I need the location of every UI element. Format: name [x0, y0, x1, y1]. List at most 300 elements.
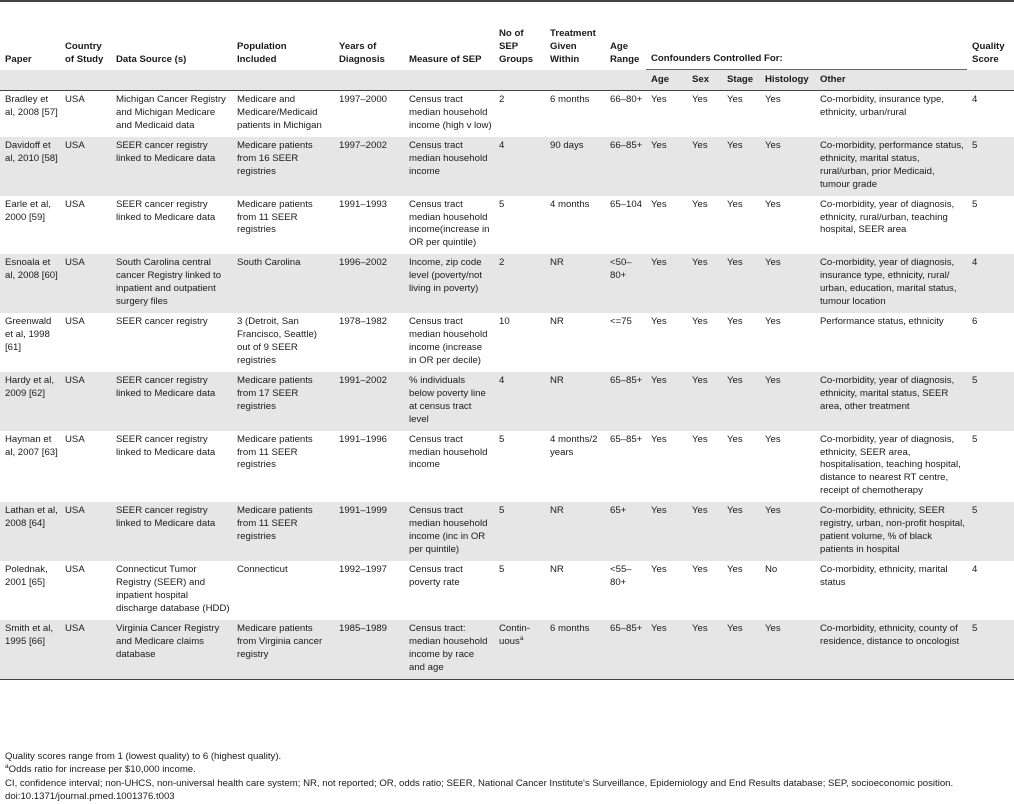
cell-age-range-text: 65+ [610, 505, 627, 517]
cell-age-range [605, 372, 646, 431]
cell-other [815, 254, 967, 313]
data-table [0, 2, 1014, 680]
subheader-sex: Sex [687, 70, 722, 91]
cell-sex [687, 91, 722, 137]
cell-age-text: Yes [651, 257, 667, 269]
cell-population-text: Medicare patients from 16 SEER registries [237, 139, 313, 177]
cell-treatment [545, 502, 605, 561]
cell-treatment-text: NR [550, 374, 564, 386]
cell-paper-text: Hardy et al, 2009 [62] [5, 374, 55, 399]
cell-other [815, 502, 967, 561]
cell-age-text: Yes [651, 622, 667, 634]
table-row [0, 561, 1014, 620]
cell-other-text: Co-morbidity, ethnicity, county of residence, distance to oncologist [820, 622, 960, 647]
cell-stage [722, 431, 760, 503]
cell-age-range [605, 620, 646, 679]
cell-other-text: Co-morbidity, ethnicity, marital status [820, 564, 948, 588]
cell-treatment-text: 6 months [550, 622, 590, 634]
cell-treatment [545, 620, 605, 679]
cell-treatment [545, 313, 605, 372]
cell-country [60, 137, 111, 196]
cell-other-text: Co-morbidity, performance status, ethnicity, marital status, rural/urban, prior Medicaid, tumour grade [820, 139, 964, 190]
cell-measure [404, 313, 494, 372]
footnote-text: Odds ratio for increase per $10,000 income. [8, 764, 196, 776]
cell-treatment-text: NR [550, 564, 564, 575]
cell-stage-text: Yes [727, 198, 743, 210]
cell-histology-text: Yes [765, 94, 781, 105]
cell-stage-text: Yes [727, 564, 743, 575]
cell-groups-text: Contin- uous [499, 622, 530, 647]
cell-quality [967, 372, 1014, 431]
cell-other [815, 372, 967, 431]
cell-histology [760, 313, 815, 372]
note-doi: doi:10.1371/journal.pmed.1001376.t003 [5, 791, 175, 803]
cell-quality-text: 6 [972, 316, 978, 328]
cell-stage-text: Yes [727, 257, 743, 269]
cell-stage [722, 372, 760, 431]
cell-other [815, 137, 967, 196]
cell-other [815, 91, 967, 137]
cell-measure-text: Census tract median household income [409, 433, 488, 471]
cell-quality-text: 5 [972, 505, 978, 517]
cell-quality-text: 5 [972, 198, 978, 210]
cell-age-text: Yes [651, 505, 667, 517]
cell-quality [967, 431, 1014, 503]
subheader-blank [605, 70, 646, 91]
cell-sex [687, 502, 722, 561]
cell-treatment-text: 6 months [550, 94, 590, 105]
cell-paper [0, 137, 60, 196]
cell-quality-text: 5 [972, 374, 978, 386]
cell-data-source [111, 431, 232, 503]
cell-measure [404, 431, 494, 503]
cell-data-source-text: Virginia Cancer Registry and Medicare claims database [116, 622, 220, 660]
cell-years [334, 502, 404, 561]
cell-stage-text: Yes [727, 139, 743, 151]
cell-quality [967, 137, 1014, 196]
note-quality: Quality scores range from 1 (lowest quality) to 6 (highest quality). [5, 751, 282, 762]
cell-sex [687, 196, 722, 255]
cell-country-text: USA [65, 94, 85, 105]
cell-population [232, 561, 334, 620]
cell-groups-text: 10 [499, 316, 510, 328]
cell-years-text: 1991–1999 [339, 505, 388, 517]
cell-treatment-text: NR [550, 316, 564, 328]
cell-quality [967, 561, 1014, 620]
cell-age-range [605, 196, 646, 255]
cell-years [334, 137, 404, 196]
cell-quality [967, 196, 1014, 255]
cell-groups [494, 313, 545, 372]
cell-other-text: Co-morbidity, year of diagnosis, ethnicity, marital status, SEER area, other treatment [820, 374, 955, 412]
cell-sex-text: Yes [692, 374, 708, 386]
cell-age-range-text: <50–80+ [610, 257, 632, 282]
cell-measure [404, 254, 494, 313]
cell-data-source [111, 254, 232, 313]
cell-groups-text: 2 [499, 94, 505, 105]
cell-age [646, 91, 687, 137]
cell-sex [687, 254, 722, 313]
cell-measure [404, 372, 494, 431]
cell-age-text: Yes [651, 433, 667, 445]
cell-country [60, 91, 111, 137]
cell-age-range-text: 66–80+ [610, 94, 643, 105]
table-row [0, 254, 1014, 313]
cell-age-text: Yes [651, 564, 667, 575]
cell-age [646, 561, 687, 620]
cell-country-text: USA [65, 198, 85, 210]
subheader-blank [494, 70, 545, 91]
cell-data-source [111, 502, 232, 561]
note-footnote [5, 763, 953, 776]
cell-paper [0, 620, 60, 679]
header-treatment: Treatment Given Within [550, 27, 596, 65]
cell-paper [0, 254, 60, 313]
cell-treatment-text: NR [550, 257, 564, 269]
cell-stage [722, 91, 760, 137]
cell-histology [760, 502, 815, 561]
header-measure: Measure of SEP [409, 53, 482, 65]
cell-paper [0, 196, 60, 255]
cell-measure-text: Census tract median household income (increase in OR per decile) [409, 316, 488, 366]
cell-other-text: Co-morbidity, ethnicity, SEER registry, urban, non-profit hospital, patient volume, % of black patients in hospital [820, 505, 965, 556]
cell-population [232, 137, 334, 196]
cell-population [232, 620, 334, 679]
cell-groups [494, 372, 545, 431]
cell-stage [722, 254, 760, 313]
cell-age [646, 137, 687, 196]
cell-paper [0, 431, 60, 503]
cell-age-range [605, 137, 646, 196]
cell-paper-text: Polednak, 2001 [65] [5, 564, 48, 588]
cell-population [232, 91, 334, 137]
cell-measure-text: % individuals below poverty line at census tract level [409, 374, 486, 425]
cell-country [60, 372, 111, 431]
cell-years [334, 431, 404, 503]
cell-sex [687, 431, 722, 503]
cell-histology-text: Yes [765, 622, 781, 634]
cell-histology [760, 254, 815, 313]
cell-groups [494, 502, 545, 561]
cell-measure-text: Census tract median household income (high v low) [409, 94, 492, 131]
cell-sex [687, 137, 722, 196]
cell-histology [760, 137, 815, 196]
header-population: Population Included [237, 40, 287, 65]
cell-treatment [545, 254, 605, 313]
subheader-age: Age [646, 70, 687, 91]
cell-years [334, 91, 404, 137]
cell-measure [404, 91, 494, 137]
cell-paper [0, 502, 60, 561]
cell-groups [494, 196, 545, 255]
subheader-blank [111, 70, 232, 91]
cell-histology-text: Yes [765, 198, 781, 210]
cell-population [232, 196, 334, 255]
cell-data-source [111, 561, 232, 620]
cell-age-range-text: <=75 [610, 316, 632, 328]
cell-years [334, 620, 404, 679]
cell-histology-text: Yes [765, 316, 781, 328]
cell-paper-text: Bradley et al, 2008 [57] [5, 94, 58, 118]
cell-population-text: Medicare and Medicare/Medicaid patients in Michigan [237, 94, 322, 131]
footnote-mark: a [5, 763, 9, 771]
cell-years-text: 1991–2002 [339, 374, 388, 386]
cell-years [334, 372, 404, 431]
header-years: Years of Diagnosis [339, 40, 385, 65]
cell-quality [967, 254, 1014, 313]
cell-paper [0, 91, 60, 137]
cell-population [232, 372, 334, 431]
cell-age-range-text: <55–80+ [610, 564, 632, 588]
cell-age [646, 196, 687, 255]
note-abbreviations: CI, confidence interval; non-UHCS, non-universal health care system; NR, not reported; OR, odds ratio; SEER, National Cancer Institute's Surveillance, Epidemiology and End Results database; SEP, socioeconomic position. [5, 777, 954, 789]
cell-treatment [545, 196, 605, 255]
cell-sex-text: Yes [692, 505, 708, 517]
cell-quality-text: 4 [972, 564, 978, 575]
subheader-blank [0, 70, 60, 91]
subheader-blank [60, 70, 111, 91]
cell-stage-text: Yes [727, 316, 743, 328]
cell-age-text: Yes [651, 198, 667, 210]
cell-measure [404, 196, 494, 255]
cell-paper-text: Smith et al, 1995 [66] [5, 622, 53, 647]
footnote-mark: a [519, 634, 524, 642]
cell-quality [967, 91, 1014, 137]
cell-data-source-text: SEER cancer registry linked to Medicare data [116, 198, 216, 223]
cell-groups-text: 5 [499, 564, 505, 575]
cell-age [646, 431, 687, 503]
cell-other [815, 620, 967, 679]
cell-years-text: 1978–1982 [339, 316, 388, 328]
cell-treatment [545, 372, 605, 431]
cell-measure-text: Census tract median household income(increase in OR per quintile) [409, 198, 490, 249]
cell-groups [494, 561, 545, 620]
cell-stage [722, 137, 760, 196]
cell-other-text: Co-morbidity, year of diagnosis, ethnicity, rural/urban, teaching hospital, SEER area [820, 198, 955, 236]
cell-sex [687, 313, 722, 372]
cell-histology-text: Yes [765, 505, 781, 517]
cell-sex [687, 620, 722, 679]
cell-country-text: USA [65, 316, 85, 328]
cell-treatment-text: NR [550, 505, 564, 517]
cell-histology-text: Yes [765, 374, 781, 386]
header-data-source: Data Source (s) [116, 53, 187, 65]
subheader-other: Other [815, 70, 967, 91]
cell-population-text: Medicare patients from 11 SEER registries [237, 433, 313, 471]
cell-age [646, 372, 687, 431]
cell-histology-text: Yes [765, 257, 781, 269]
cell-population [232, 313, 334, 372]
cell-age-text: Yes [651, 94, 667, 105]
cell-stage [722, 561, 760, 620]
cell-population-text: Medicare patients from 17 SEER registries [237, 374, 313, 412]
cell-histology [760, 620, 815, 679]
cell-sex-text: Yes [692, 622, 708, 634]
cell-age-text: Yes [651, 316, 667, 328]
cell-other [815, 196, 967, 255]
cell-stage-text: Yes [727, 505, 743, 517]
cell-population-text: 3 (Detroit, San Francisco, Seattle) out of 9 SEER registries [237, 316, 317, 366]
cell-treatment-text: 4 months/2 years [550, 433, 598, 458]
cell-age-range-text: 65–85+ [610, 433, 643, 445]
cell-sex-text: Yes [692, 198, 708, 210]
cell-age-range [605, 431, 646, 503]
table-body [0, 91, 1014, 680]
header-age-range: Age Range [610, 40, 640, 65]
cell-groups-text: 4 [499, 139, 505, 151]
cell-measure [404, 620, 494, 679]
cell-country [60, 561, 111, 620]
header-paper: Paper [5, 53, 32, 65]
cell-other-text: Performance status, ethnicity [820, 316, 944, 328]
cell-age-range [605, 313, 646, 372]
cell-sex-text: Yes [692, 257, 708, 269]
cell-population-text: Connecticut [237, 564, 288, 575]
cell-histology-text: Yes [765, 433, 781, 445]
cell-population [232, 254, 334, 313]
header-confounders: Confounders Controlled For: [646, 2, 967, 70]
cell-histology [760, 431, 815, 503]
cell-years-text: 1991–1996 [339, 433, 388, 445]
cell-quality-text: 4 [972, 94, 978, 105]
cell-other-text: Co-morbidity, year of diagnosis, ethnicity, SEER area, hospitalisation, teaching hospital, distance to nearest RT centre, receipt of chemotherapy [820, 433, 961, 497]
cell-groups [494, 137, 545, 196]
cell-sex-text: Yes [692, 316, 708, 328]
cell-sex-text: Yes [692, 139, 708, 151]
cell-histology-text: Yes [765, 139, 781, 151]
cell-country [60, 313, 111, 372]
cell-country [60, 620, 111, 679]
cell-age-range-text: 65–85+ [610, 374, 643, 386]
subheader-histology: Histology [760, 70, 815, 91]
cell-country-text: USA [65, 622, 85, 634]
cell-groups-text: 2 [499, 257, 505, 269]
cell-data-source [111, 372, 232, 431]
table-row [0, 372, 1014, 431]
cell-country-text: USA [65, 257, 85, 269]
table-row [0, 620, 1014, 679]
cell-age-range-text: 65–85+ [610, 622, 643, 634]
cell-age [646, 502, 687, 561]
cell-country-text: USA [65, 374, 85, 386]
cell-age [646, 313, 687, 372]
cell-quality [967, 502, 1014, 561]
cell-data-source-text: Michigan Cancer Registry and Michigan Medicare and Medicaid data [116, 94, 226, 131]
header-quality: Quality Score [972, 40, 1005, 65]
cell-age [646, 254, 687, 313]
cell-data-source-text: SEER cancer registry linked to Medicare data [116, 139, 216, 164]
cell-population-text: South Carolina [237, 257, 301, 269]
subheader-stage: Stage [722, 70, 760, 91]
cell-groups [494, 91, 545, 137]
cell-age-range [605, 502, 646, 561]
cell-population [232, 502, 334, 561]
cell-quality [967, 620, 1014, 679]
cell-age-range-text: 66–85+ [610, 139, 643, 151]
cell-age-text: Yes [651, 374, 667, 386]
cell-data-source [111, 196, 232, 255]
cell-stage-text: Yes [727, 94, 743, 105]
cell-data-source-text: Connecticut Tumor Registry (SEER) and inpatient hospital discharge database (HDD) [116, 564, 230, 614]
cell-sex-text: Yes [692, 94, 708, 105]
cell-age-range [605, 91, 646, 137]
cell-paper-text: Greenwald et al, 1998 [61] [5, 316, 52, 353]
cell-data-source [111, 620, 232, 679]
cell-groups [494, 620, 545, 679]
table-row [0, 137, 1014, 196]
table-row [0, 431, 1014, 503]
cell-years [334, 254, 404, 313]
subheader-blank [404, 70, 494, 91]
cell-measure-text: Census tract median household income (inc in OR per quintile) [409, 505, 488, 556]
cell-measure-text: Census tract: median household income by race and age [409, 622, 488, 673]
cell-paper [0, 561, 60, 620]
cell-country-text: USA [65, 564, 85, 575]
cell-groups-text: 5 [499, 433, 505, 445]
cell-sex [687, 561, 722, 620]
cell-paper-text: Hayman et al, 2007 [63] [5, 433, 58, 458]
cell-sex [687, 372, 722, 431]
cell-years-text: 1985–1989 [339, 622, 388, 634]
cell-histology [760, 196, 815, 255]
table-notes [5, 750, 953, 804]
cell-other-text: Co-morbidity, year of diagnosis, insurance type, ethnicity, rural/ urban, education, marital status, tumour location [820, 257, 957, 308]
cell-paper-text: Davidoff et al, 2010 [58] [5, 139, 58, 164]
cell-treatment [545, 431, 605, 503]
cell-measure-text: Census tract median household income [409, 139, 488, 177]
cell-stage [722, 620, 760, 679]
cell-paper-text: Esnoala et al, 2008 [60] [5, 257, 58, 282]
cell-other [815, 561, 967, 620]
cell-years-text: 1997–2000 [339, 94, 388, 105]
cell-paper-text: Lathan et al, 2008 [64] [5, 505, 58, 530]
cell-data-source [111, 137, 232, 196]
cell-population-text: Medicare patients from 11 SEER registries [237, 505, 313, 543]
header-groups: No of SEP Groups [499, 27, 534, 65]
cell-other-text: Co-morbidity, insurance type, ethnicity, urban/rural [820, 94, 945, 118]
cell-treatment-text: 4 months [550, 198, 590, 210]
cell-histology [760, 372, 815, 431]
cell-data-source-text: SEER cancer registry linked to Medicare data [116, 374, 216, 399]
cell-population-text: Medicare patients from Virginia cancer registry [237, 622, 323, 660]
cell-stage-text: Yes [727, 433, 743, 445]
cell-age-text: Yes [651, 139, 667, 151]
cell-data-source-text: SEER cancer registry linked to Medicare data [116, 433, 216, 458]
cell-data-source [111, 313, 232, 372]
cell-sex-text: Yes [692, 433, 708, 445]
cell-other [815, 313, 967, 372]
cell-stage-text: Yes [727, 622, 743, 634]
cell-country-text: USA [65, 433, 85, 445]
cell-country [60, 502, 111, 561]
cell-groups [494, 254, 545, 313]
cell-quality-text: 5 [972, 622, 978, 634]
cell-quality-text: 5 [972, 433, 978, 445]
cell-sex-text: Yes [692, 564, 708, 575]
cell-histology-text: No [765, 564, 778, 575]
cell-age-range [605, 561, 646, 620]
cell-years-text: 1996–2002 [339, 257, 388, 269]
cell-country [60, 254, 111, 313]
cell-stage [722, 502, 760, 561]
subheader-blank [232, 70, 334, 91]
table-row [0, 196, 1014, 255]
header-country: Country of Study [65, 40, 104, 65]
cell-country [60, 196, 111, 255]
cell-groups-text: 4 [499, 374, 505, 386]
cell-years-text: 1997–2002 [339, 139, 388, 151]
cell-paper [0, 372, 60, 431]
